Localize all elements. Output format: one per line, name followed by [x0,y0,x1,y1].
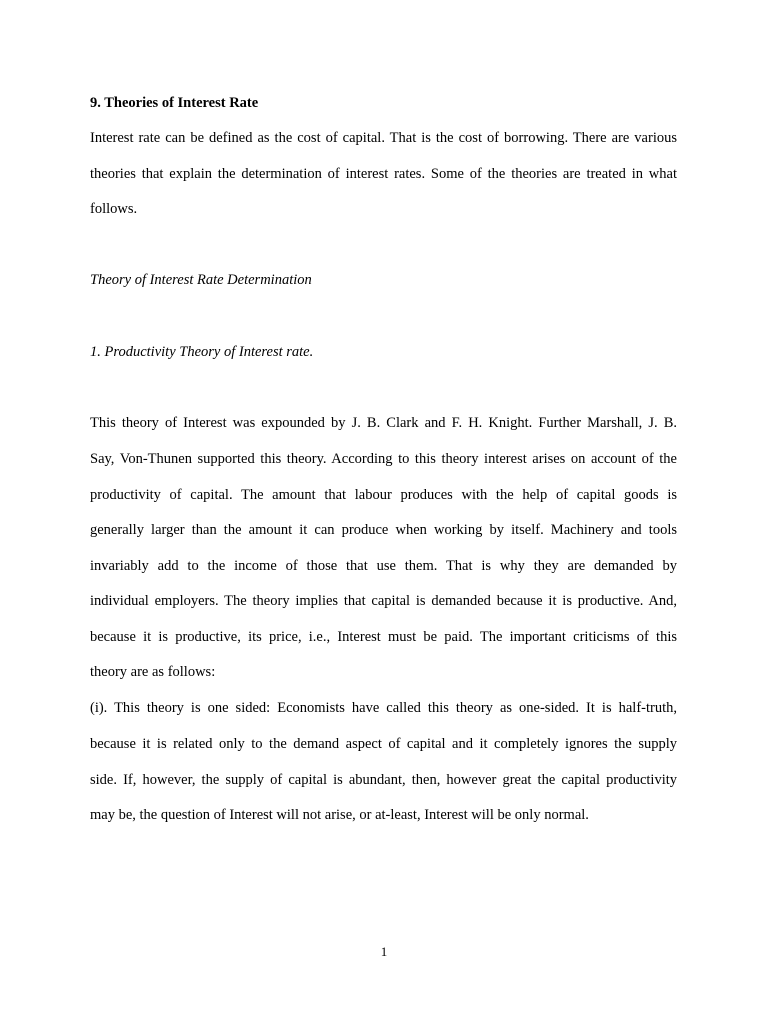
criticism-line: side. If, however, the supply of capital is abundant, then, however great the capital productivity [90,772,677,788]
section-heading: 9. Theories of Interest Rate [90,95,259,111]
intro-line: Interest rate can be defined as the cost of capital. That is the cost of borrowing. There are various [90,130,677,146]
intro-line: follows. [90,201,138,217]
criticism-line: may be, the question of Interest will not arise, or at-least, Interest will be only normal. [90,807,589,823]
body-line: generally larger than the amount it can produce when working by itself. Machinery and tools [90,522,677,538]
body-line: This theory of Interest was expounded by J. B. Clark and F. H. Knight. Further Marshall, J. B. [90,415,677,431]
body-line: Say, Von-Thunen supported this theory. According to this theory interest arises on account of the [90,451,677,467]
body-line: because it is productive, its price, i.e., Interest must be paid. The important criticisms of this [90,629,677,645]
subsection-heading: 1. Productivity Theory of Interest rate. [90,344,314,360]
body-line: productivity of capital. The amount that labour produces with the help of capital goods is [90,487,677,503]
intro-line: theories that explain the determination of interest rates. Some of the theories are treated in what [90,166,677,182]
subheading: Theory of Interest Rate Determination [90,272,312,288]
criticism-line: (i). This theory is one sided: Economists have called this theory as one-sided. It is half-truth, [90,700,677,716]
criticism-line: because it is related only to the demand aspect of capital and it completely ignores the supply [90,736,677,752]
body-line: theory are as follows: [90,664,216,680]
body-line: invariably add to the income of those that use them. That is why they are demanded by [90,558,677,574]
page-number: 1 [380,944,388,959]
body-line: individual employers. The theory implies that capital is demanded because it is productive. And, [90,593,677,609]
